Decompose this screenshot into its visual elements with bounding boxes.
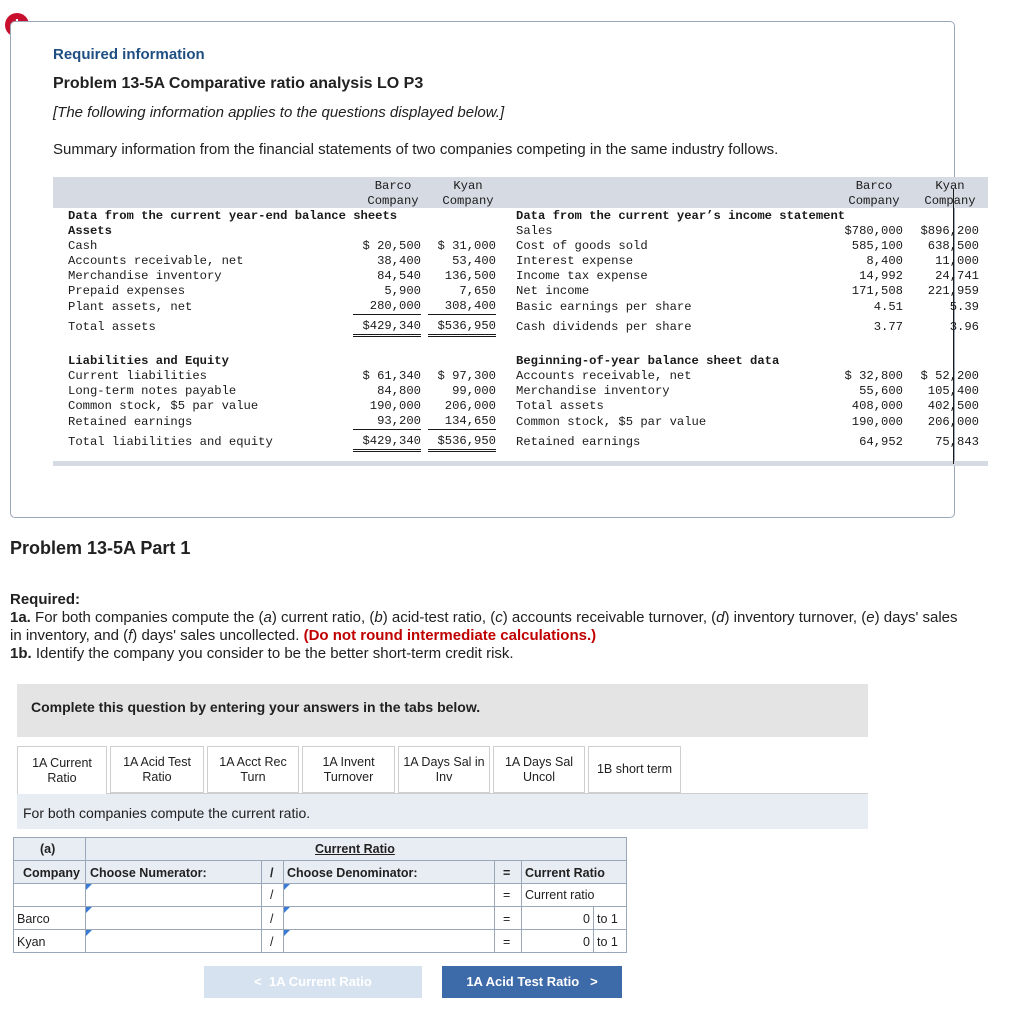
- income-kyan: 638,500: [927, 239, 979, 253]
- q1a-text: ) accounts receivable turnover, (: [502, 609, 717, 626]
- liability-barco: $ 61,340: [362, 369, 421, 383]
- boy-barco: $ 32,800: [844, 369, 903, 383]
- asset-kyan: 136,500: [444, 269, 496, 283]
- tab-1b-short-term[interactable]: [588, 746, 681, 793]
- tab-label: 1A Current: [32, 755, 92, 770]
- income-barco: 3.77: [873, 320, 903, 334]
- company-name: Kyan: [17, 935, 46, 949]
- income-barco: 14,992: [859, 269, 903, 283]
- liability-kyan: $ 97,300: [437, 369, 496, 383]
- part-title: Problem 13-5A Part 1: [10, 538, 191, 558]
- boy-kyan: 206,000: [927, 415, 979, 429]
- boy-barco: 55,600: [859, 384, 903, 398]
- asset-kyan: $ 31,000: [437, 239, 496, 253]
- income-kyan: 24,741: [935, 269, 979, 283]
- q1a-a: a: [263, 609, 272, 626]
- complete-prompt: Complete this question by entering your answers in the tabs below.: [17, 684, 868, 737]
- tab-label: Turnover: [323, 769, 374, 784]
- tab-label: 1B short term: [596, 762, 673, 776]
- divide-symbol: /: [270, 912, 274, 926]
- boy-label: Accounts receivable, net: [516, 369, 692, 383]
- balance-sheet-title: Data from the current year-end balance sheets: [68, 209, 398, 223]
- ratio-suffix: to 1: [597, 935, 618, 949]
- divide-symbol: /: [270, 935, 274, 949]
- tab-label: 1A Days Sal in: [403, 754, 485, 769]
- next-tab-button[interactable]: [442, 966, 622, 998]
- divide-symbol: /: [270, 866, 274, 880]
- tab-label: Turn: [240, 769, 266, 784]
- company-name: Barco: [17, 912, 50, 926]
- chevron-left-icon: <: [254, 974, 262, 989]
- grid-group-title: Current Ratio: [315, 842, 395, 856]
- tab-label: 1A Days Sal: [504, 754, 574, 769]
- income-barco: $780,000: [844, 224, 903, 238]
- asset-barco: 38,400: [377, 254, 421, 268]
- denominator-column-header: Choose Denominator:: [287, 866, 418, 880]
- tab-1a-days-sal-uncol[interactable]: [493, 746, 585, 793]
- tab-1a-acid-test-ratio[interactable]: [110, 746, 204, 793]
- barco-denominator-input[interactable]: [283, 906, 495, 930]
- boy-barco: 190,000: [851, 415, 903, 429]
- q1a-number: 1a.: [10, 609, 31, 626]
- equals-symbol: =: [503, 888, 511, 902]
- tab-1a-current-ratio[interactable]: [17, 746, 107, 794]
- boy-barco: 64,952: [859, 435, 903, 449]
- tab-1a-days-sal-inv[interactable]: [398, 746, 490, 793]
- boy-kyan: 75,843: [935, 435, 979, 449]
- boy-barco: 408,000: [851, 399, 903, 413]
- kyan-result-number: 0: [583, 935, 590, 949]
- barco-header: Barco: [374, 179, 412, 193]
- tab-label: Uncol: [523, 769, 555, 784]
- boy-label: Retained earnings: [516, 435, 641, 449]
- asset-total-barco: $429,340: [353, 319, 421, 337]
- following-note: [The following information applies to the questions displayed below.]: [53, 104, 505, 121]
- rounding-warning: (Do not round intermediate calculations.): [303, 627, 597, 644]
- required-heading: Required:: [10, 591, 81, 608]
- asset-barco: $ 20,500: [362, 239, 421, 253]
- result-subheader: Current ratio: [525, 888, 595, 902]
- barco-numerator-input[interactable]: [85, 906, 262, 930]
- income-kyan: 11,000: [935, 254, 979, 268]
- barco-header-right: Barco: [855, 179, 893, 193]
- liabilities-label: Liabilities and Equity: [68, 354, 229, 368]
- asset-label: Plant assets, net: [68, 300, 193, 314]
- boy-label: Total assets: [516, 399, 604, 413]
- q1a-text: ) inventory turnover, (: [724, 609, 867, 626]
- tab-label: Ratio: [47, 770, 77, 785]
- tab-label: Ratio: [142, 769, 172, 784]
- income-kyan: 3.96: [949, 320, 979, 334]
- income-kyan: 221,959: [927, 284, 979, 298]
- company-column-header: Company: [23, 866, 80, 880]
- asset-barco: 84,540: [377, 269, 421, 283]
- tab-label: 1A Acct Rec: [219, 754, 287, 769]
- income-statement-title: Data from the current year’s income statement: [516, 209, 846, 223]
- equals-symbol: =: [503, 912, 511, 926]
- summary-text: Summary information from the financial statements of two companies competing in the same industry follows.: [53, 141, 779, 158]
- asset-total-label: Total assets: [68, 320, 156, 334]
- liability-label: Long-term notes payable: [68, 384, 237, 398]
- asset-label: Prepaid expenses: [68, 284, 186, 298]
- income-kyan: 5.39: [949, 300, 979, 314]
- grid-a-label: (a): [40, 842, 56, 856]
- boy-kyan: $ 52,200: [920, 369, 979, 383]
- income-label: Interest expense: [516, 254, 634, 268]
- barco-header-sub: Company: [367, 194, 419, 208]
- asset-barco: 280,000: [353, 299, 421, 315]
- income-label: Sales: [516, 224, 553, 238]
- tab-label: 1A Acid Test: [123, 754, 191, 769]
- result-column-header: Current Ratio: [525, 866, 605, 880]
- q1a-b: b: [374, 609, 383, 626]
- q1b-text: Identify the company you consider to be the better short-term credit risk.: [31, 645, 514, 662]
- liability-kyan: 206,000: [444, 399, 496, 413]
- q1a-text: ) days' sales uncollected.: [132, 627, 304, 644]
- next-tab-label: 1A Acid Test Ratio: [466, 974, 580, 989]
- tab-1a-invent-turnover[interactable]: [302, 746, 395, 793]
- required-info-heading: Required information: [53, 46, 205, 63]
- income-label: Cash dividends per share: [516, 320, 692, 334]
- tab-1a-acct-rec-turn[interactable]: [207, 746, 299, 793]
- boy-title: Beginning-of-year balance sheet data: [516, 354, 780, 368]
- kyan-header-sub: Company: [442, 194, 494, 208]
- numerator-select-label-row[interactable]: [85, 883, 262, 907]
- assets-label: Assets: [68, 224, 112, 238]
- liability-label: Common stock, $5 par value: [68, 399, 259, 413]
- liability-kyan: 134,650: [428, 414, 496, 430]
- current-ratio-grid: [13, 837, 628, 957]
- kyan-header-right-sub: Company: [924, 194, 976, 208]
- kyan-denominator-input[interactable]: [283, 929, 495, 953]
- income-label: Cost of goods sold: [516, 239, 648, 253]
- q1a-text: ) current ratio, (: [271, 609, 375, 626]
- divide-symbol: /: [270, 888, 274, 902]
- liability-total-label: Total liabilities and equity: [68, 435, 273, 449]
- income-label: Net income: [516, 284, 590, 298]
- asset-label: Cash: [68, 239, 98, 253]
- q1a-text: ) acid-test ratio, (: [382, 609, 496, 626]
- asset-kyan: 53,400: [452, 254, 496, 268]
- question-1a: [10, 609, 970, 645]
- asset-barco: 5,900: [384, 284, 421, 298]
- liability-barco: 84,800: [377, 384, 421, 398]
- asset-total-kyan: $536,950: [428, 319, 496, 337]
- financial-data-table: [53, 177, 988, 466]
- chevron-right-icon: >: [590, 974, 598, 989]
- liability-barco: 190,000: [369, 399, 421, 413]
- boy-kyan: 402,500: [927, 399, 979, 413]
- kyan-header: Kyan: [453, 179, 483, 193]
- numerator-column-header: Choose Numerator:: [90, 866, 207, 880]
- ratio-suffix: to 1: [597, 912, 618, 926]
- liability-barco: 93,200: [353, 414, 421, 430]
- denominator-select-label-row[interactable]: [283, 883, 495, 907]
- equals-symbol: =: [503, 935, 511, 949]
- asset-label: Accounts receivable, net: [68, 254, 244, 268]
- q1a-e: e: [866, 609, 875, 626]
- income-label: Income tax expense: [516, 269, 648, 283]
- income-barco: 8,400: [866, 254, 903, 268]
- asset-kyan: 7,650: [459, 284, 496, 298]
- boy-label: Common stock, $5 par value: [516, 415, 707, 429]
- q1a-text: For both companies compute the (: [30, 609, 264, 626]
- table-bottom-band: [53, 461, 988, 466]
- q1a-d: d: [716, 609, 725, 626]
- asset-kyan: 308,400: [428, 299, 496, 315]
- problem-title: Problem 13-5A Comparative ratio analysis LO P3: [53, 75, 424, 92]
- question-1b: [10, 645, 514, 662]
- income-barco: 171,508: [851, 284, 903, 298]
- barco-header-right-sub: Company: [848, 194, 900, 208]
- liability-kyan: 99,000: [452, 384, 496, 398]
- prev-tab-label: 1A Current Ratio: [269, 974, 372, 989]
- q1a-text: ) days' sales in inventory, and (: [10, 609, 958, 644]
- boy-kyan: 105,400: [927, 384, 979, 398]
- prev-tab-button[interactable]: [204, 966, 422, 998]
- kyan-numerator-input[interactable]: [85, 929, 262, 953]
- kyan-header-right: Kyan: [935, 179, 965, 193]
- income-kyan: $896,200: [920, 224, 979, 238]
- income-barco: 4.51: [873, 300, 903, 314]
- q1b-number: 1b.: [10, 645, 32, 662]
- tab-label: Inv: [435, 769, 453, 784]
- liability-total-kyan: $536,950: [428, 434, 496, 452]
- liability-label: Retained earnings: [68, 415, 193, 429]
- income-barco: 585,100: [851, 239, 903, 253]
- instruction-text: For both companies compute the current ratio.: [17, 794, 868, 829]
- barco-result-number: 0: [583, 912, 590, 926]
- grid-cell: [13, 883, 86, 907]
- boy-label: Merchandise inventory: [516, 384, 670, 398]
- equals-symbol: =: [503, 866, 511, 880]
- q1a-f: f: [128, 627, 133, 644]
- income-label: Basic earnings per share: [516, 300, 692, 314]
- liability-label: Current liabilities: [68, 369, 207, 383]
- q1a-c: c: [495, 609, 503, 626]
- tab-label: 1A Invent: [322, 754, 375, 769]
- liability-total-barco: $429,340: [353, 434, 421, 452]
- asset-label: Merchandise inventory: [68, 269, 222, 283]
